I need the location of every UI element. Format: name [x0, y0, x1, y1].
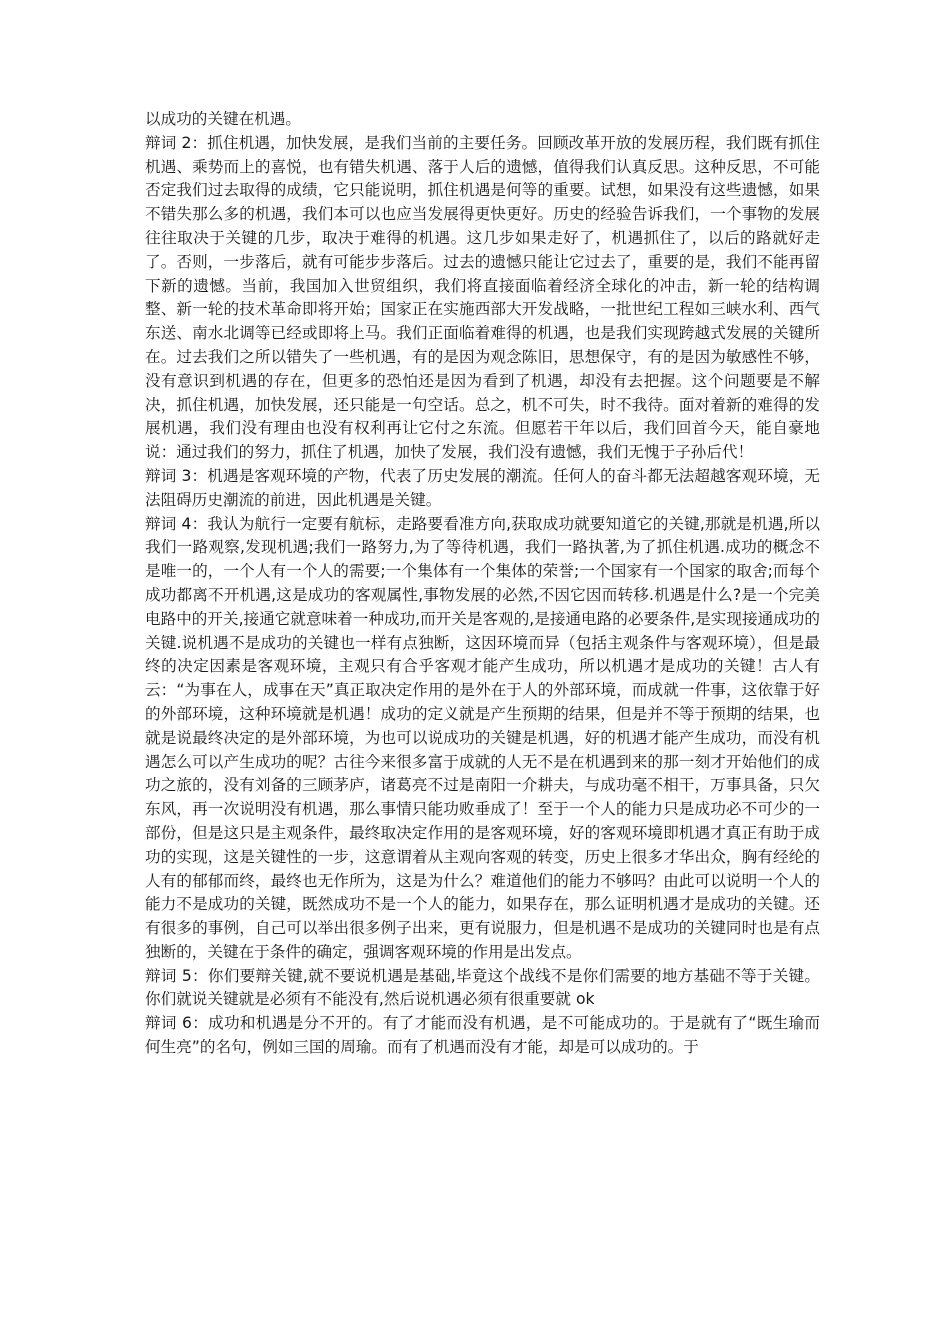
paragraph-debate-2: 辩词 2：抓住机遇，加快发展，是我们当前的主要任务。回顾改革开放的发展历程，我们既有抓住机遇、乘势而上的喜悦，也有错失机遇、落于人后的遗憾，值得我们认真反思。这种反思，不可能否定我们过去取得的成绩，它只能说明，抓住机遇是何等的重要。试想，如果没有这些遗憾，如果不错失那么多的机遇，我们本可以也应当发展得更快更好。历史的经验告诉我们，一个事物的发展往往取决于关键的几步，取决于难得的机遇。这几步如果走好了，机遇抓住了，以后的路就好走了。否则，一步落后，就有可能步步落后。过去的遗憾只能让它过去了，重要的是，我们不能再留下新的遗憾。当前，我国加入世贸组织，我们将直接面临着经济全球化的冲击，新一轮的结构调整、新一轮的技术革命即将开始；国家正在实施西部大开发战略，一批世纪工程如三峡水利、西气东送、南水北调等已经或即将上马。我们正面临着难得的机遇，也是我们实现跨越式发展的关键所在。过去我们之所以错失了一些机遇，有的是因为观念陈旧，思想保守，有的是因为敏感性不够，没有意识到机遇的存在，但更多的恐怕还是因为看到了机遇，却没有去把握。这个问题要是不解决，抓住机遇，加快发展，还只能是一句空话。总之，机不可失，时不我待。面对着新的难得的发展机遇，我们没有理由也没有权利再让它付之东流。但愿若干年以后，我们回首今天，能自豪地说：通过我们的努力，抓住了机遇，加快了发展，我们没有遗憾，我们无愧于子孙后代！ [145, 133, 820, 462]
paragraph-debate-5: 辩词 5：你们要辩关键,就不要说机遇是基础,毕竟这个战线不是你们需要的地方基础不等于关键。你们就说关键就是必须有不能没有,然后说机遇必须有很重要就 ok [145, 966, 820, 1009]
paragraph-debate-4: 辩词 4：我认为航行一定要有航标，走路要看准方向,获取成功就要知道它的关键,那就是机遇,所以我们一路观察,发现机遇;我们一路努力,为了等待机遇，我们一路执著,为了抓住机遇.成功的概念不是唯一的，一个人有一个人的需要;一个集体有一个集体的荣誉;一个国家有一个国家的取舍;而每个成功都离不开机遇,这是成功的客观属性,事物发展的必然,不因它因而转移.机遇是什么?是一个完美电路中的开关,接通它就意味着一种成功,而开关是客观的,是接通电路的必要条件,是实现接通成功的关键.说机遇不是成功的关键也一样有点独断，这因环境而异（包括主观条件与客观环境），但是最终的决定因素是客观环境，主观只有合乎客观才能产生成功，所以机遇才是成功的关键！古人有云：“为事在人，成事在天”真正取决定作用的是外在于人的外部环境，而成就一件事，这依靠于好的外部环境，这种环境就是机遇！成功的定义就是产生预期的结果，但是并不等于预期的结果，也就是说最终决定的是外部环境，为也可以说成功的关键是机遇，好的机遇才能产生成功，而没有机遇怎么可以产生成功的呢？古往今来很多富于成就的人无不是在机遇到来的那一刻才开始他们的成功之旅的，没有刘备的三顾茅庐，诸葛亮不过是南阳一介耕夫，与成功毫不相干，万事具备，只欠东风，再一次说明没有机遇，那么事情只能功败垂成了！至于一个人的能力只是成功必不可少的一部份，但是这只是主观条件，最终取决定作用的是客观环境，好的客观环境即机遇才真正有助于成功的实现，这是关键性的一步，这意谓着从主观向客观的转变，历史上很多才华出众，胸有经纶的人有的郁郁而终，最终也无作所为，这是为什么？难道他们的能力不够吗？由此可以说明一个人的能力不是成功的关键，既然成功不是一个人的能力，如果存在，那么证明机遇才是成功的关键。还有很多的事例，自己可以举出很多例子出来，更有说服力，但是机遇不是成功的关键同时也是有点独断的，关键在于条件的确定，强调客观环境的作用是出发点。 [145, 514, 820, 961]
document-body [145, 108, 820, 1060]
paragraph-debate-6: 辩词 6：成功和机遇是分不开的。有了才能而没有机遇，是不可能成功的。于是就有了“既生瑜而何生亮”的名句，例如三国的周瑜。而有了机遇而没有才能，却是可以成功的。于 [145, 1014, 820, 1057]
paragraph-debate-3: 辩词 3：机遇是客观环境的产物，代表了历史发展的潮流。任何人的奋斗都无法超越客观环境，无法阻碍历史潮流的前进，因此机遇是关键。 [145, 466, 820, 509]
paragraph-continuation: 以成功的关键在机遇。 [145, 110, 301, 128]
